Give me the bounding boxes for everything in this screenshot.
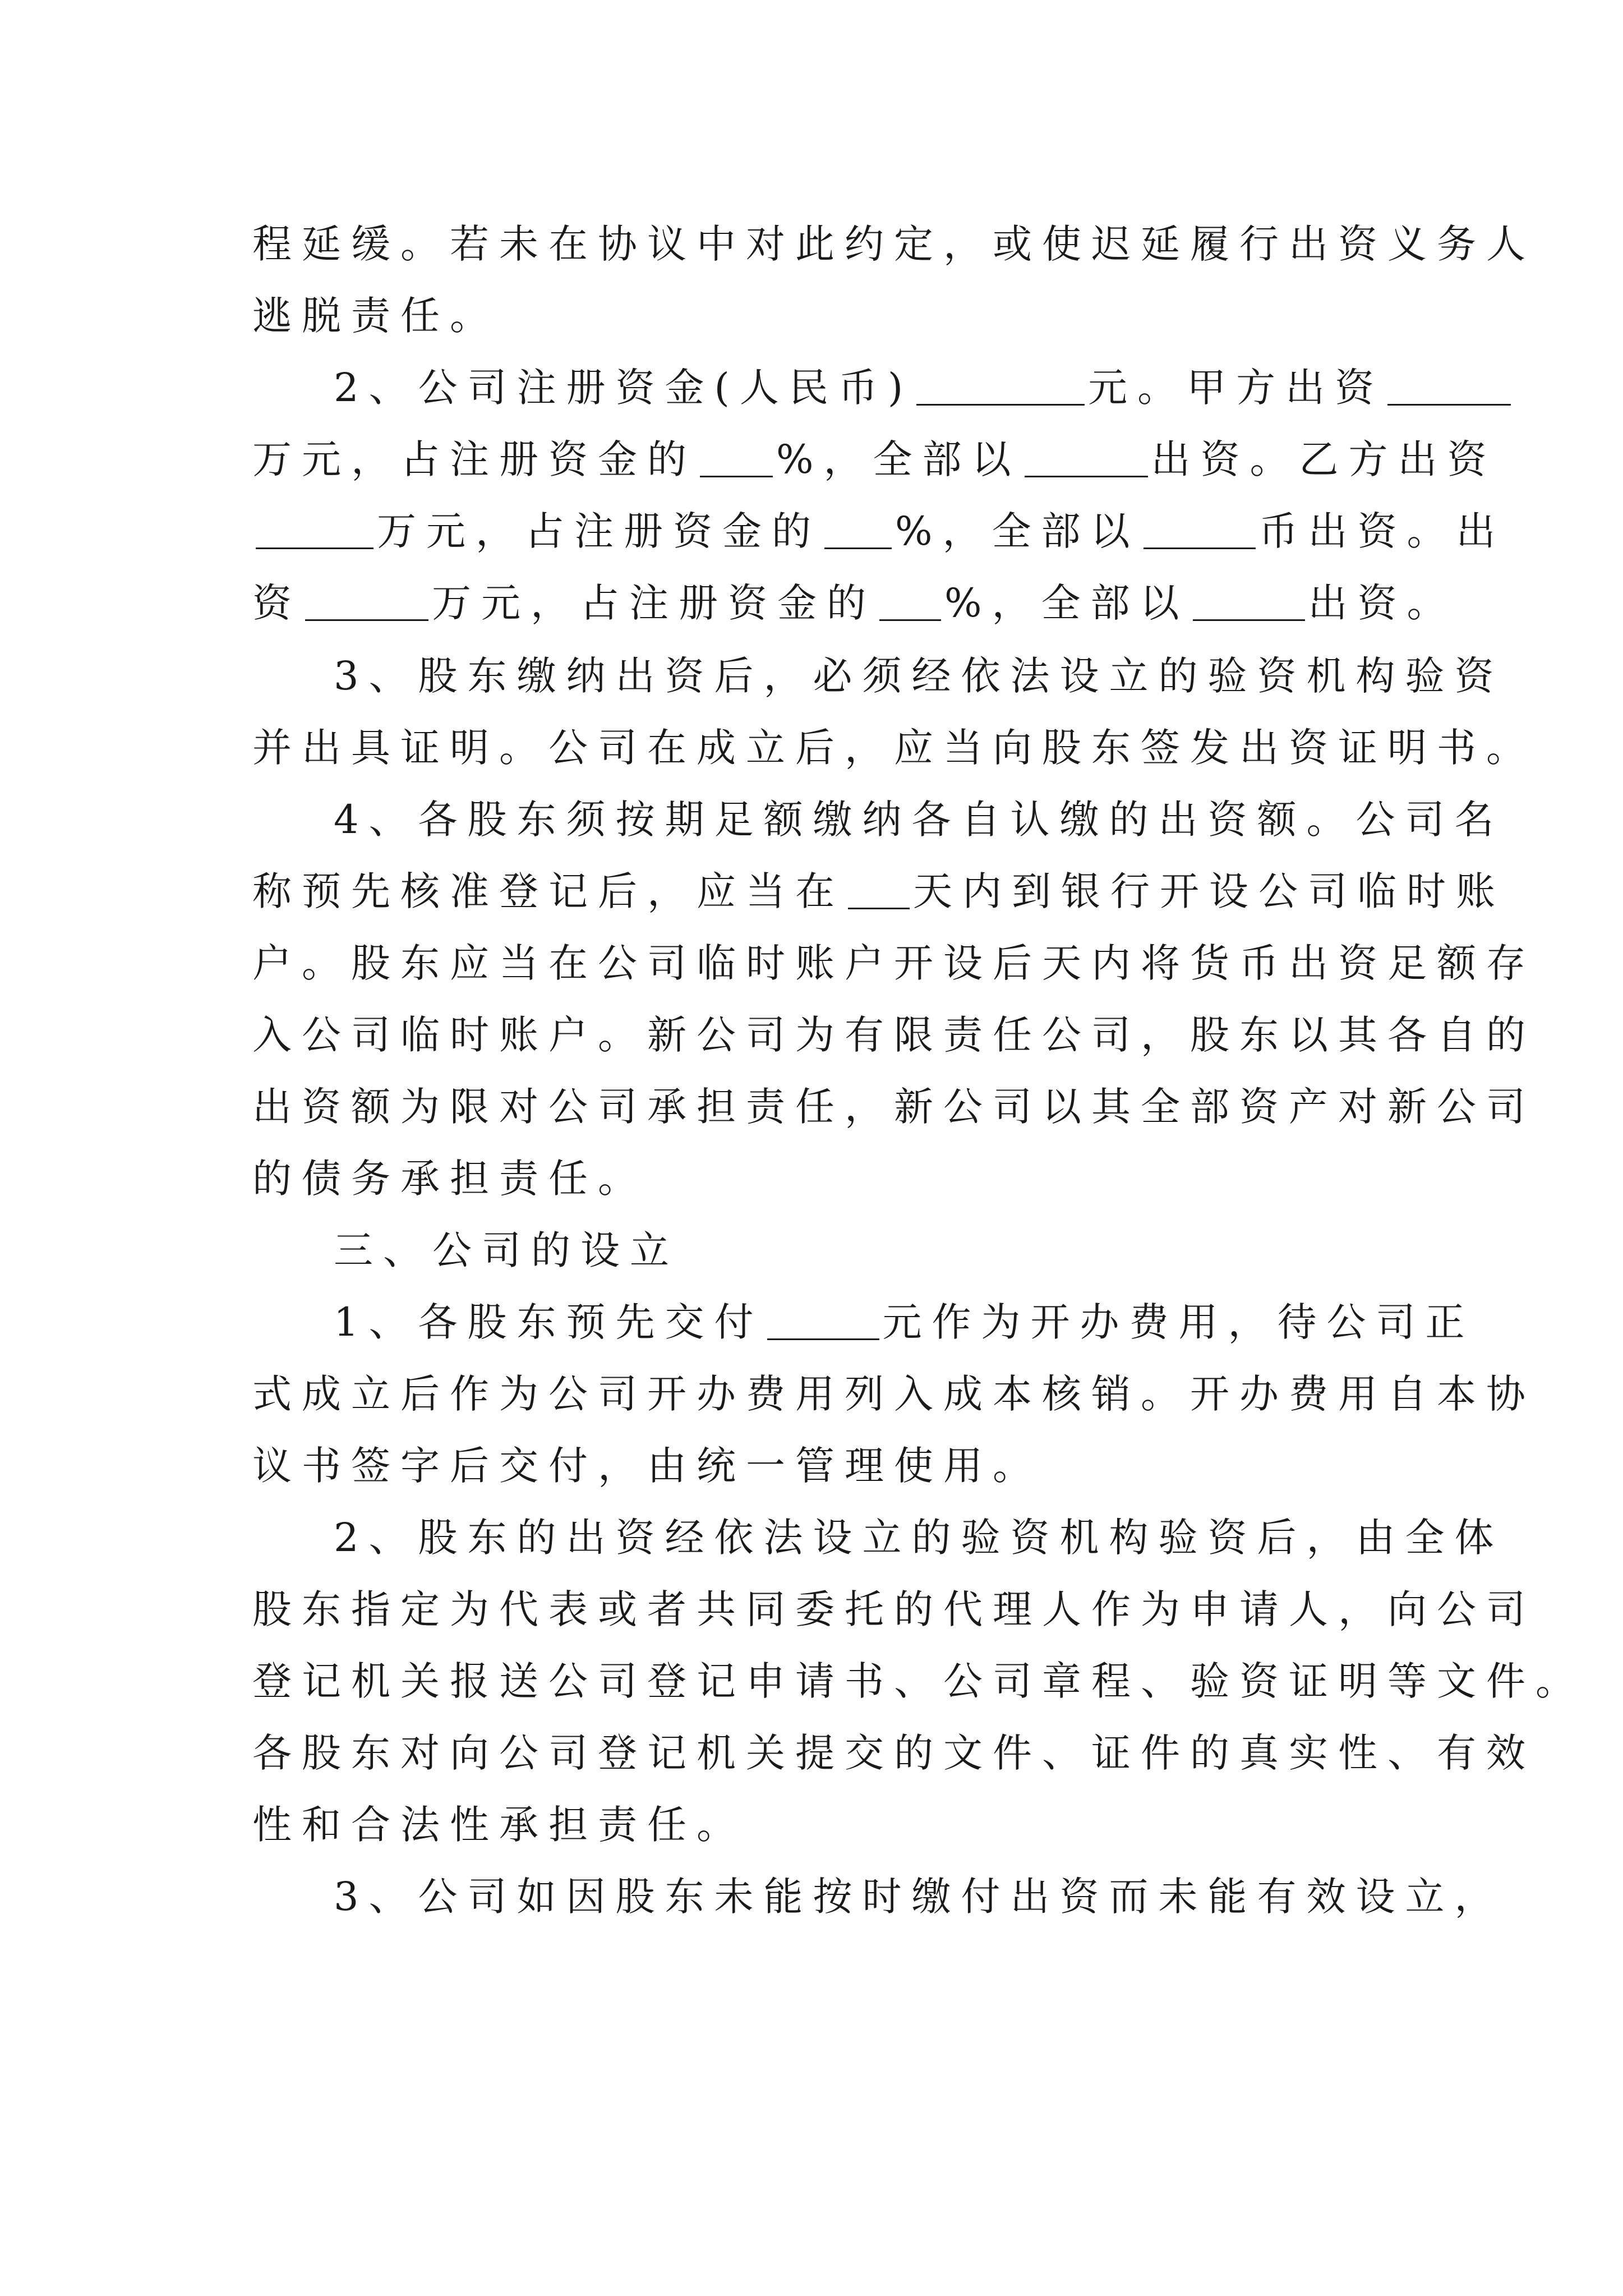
text-span: 1、各股东预先交付 (334, 1299, 764, 1345)
fill-blank[interactable] (767, 1304, 879, 1340)
text-span: 性和合法性承担责任。 (252, 1802, 746, 1848)
text-line (252, 1435, 1042, 1497)
text-line (334, 1507, 1504, 1568)
text-span: 元。甲方出资 (1088, 365, 1385, 411)
text-line (252, 1650, 1585, 1712)
text-line (252, 932, 1536, 994)
text-span: 4、各股东须按期足额缴纳各自认缴的出资额。公司名 (334, 797, 1504, 843)
text-line (334, 1291, 1475, 1353)
text-span: %，全部以 (776, 436, 1021, 482)
text-span: 的债务承担责任。 (252, 1156, 647, 1202)
text-span: 程延缓。若未在协议中对此约定，或使迟延履行出资义务人 (252, 221, 1536, 267)
text-line (334, 645, 1504, 707)
text-span: %，全部以 (944, 580, 1189, 626)
fill-blank[interactable] (1387, 369, 1511, 406)
text-span: 议书签字后交付，由统一管理使用。 (252, 1443, 1042, 1489)
text-line (252, 429, 1497, 490)
text-span: 万元，占注册资金的 (377, 508, 821, 554)
fill-blank[interactable] (848, 873, 910, 909)
text-span: 2、股东的出资经依法设立的验资机构验资后，由全体 (334, 1515, 1504, 1561)
text-line (252, 1579, 1536, 1640)
text-line (252, 1004, 1536, 1066)
text-span: 称预先核准登记后，应当在 (252, 868, 845, 914)
text-span: 股东指定为代表或者共同委托的代理人作为申请人，向公司 (252, 1586, 1536, 1632)
section-heading (334, 1220, 679, 1281)
text-span: 出资。 (1308, 580, 1456, 626)
text-line (252, 861, 1505, 922)
text-span: 式成立后作为公司开办费用列入成本核销。开办费用自本协 (252, 1371, 1536, 1417)
fill-blank[interactable] (1193, 585, 1305, 621)
fill-blank[interactable] (824, 513, 892, 549)
text-line (334, 789, 1504, 850)
text-span: %，全部以 (895, 508, 1140, 554)
text-span: 万元，占注册资金的 (252, 436, 697, 482)
text-span: 各股东对向公司登记机关提交的文件、证件的真实性、有效 (252, 1730, 1536, 1776)
fill-blank[interactable] (916, 369, 1085, 406)
fill-blank[interactable] (700, 441, 773, 477)
fill-blank[interactable] (1025, 441, 1148, 477)
text-line (252, 285, 499, 347)
text-line (252, 572, 1456, 634)
text-span: 逃脱责任。 (252, 293, 499, 339)
text-line (252, 1363, 1536, 1425)
text-span: 天内到银行开设公司临时账 (913, 868, 1505, 914)
text-span: 并出具证明。公司在成立后，应当向股东签发出资证明书。 (252, 725, 1536, 771)
text-span: 币出资。出 (1258, 508, 1506, 554)
text-span: 出资。乙方出资 (1151, 436, 1497, 482)
text-line (252, 213, 1536, 275)
text-span: 资 (252, 580, 302, 626)
fill-blank[interactable] (256, 513, 374, 549)
text-line (334, 357, 1514, 418)
text-span: 3、公司如因股东未能按时缴付出资而未能有效设立， (334, 1874, 1504, 1920)
text-line (252, 1076, 1536, 1138)
text-line (252, 500, 1506, 562)
text-span: 3、股东缴纳出资后，必须经依法设立的验资机构验资 (334, 653, 1504, 699)
text-span: 入公司临时账户。新公司为有限责任公司，股东以其各自的 (252, 1012, 1536, 1058)
fill-blank[interactable] (879, 585, 941, 621)
text-line (334, 1866, 1504, 1927)
text-line (252, 1794, 746, 1856)
text-span: 登记机关报送公司登记申请书、公司章程、验资证明等文件。 (252, 1658, 1585, 1704)
fill-blank[interactable] (305, 585, 428, 621)
fill-blank[interactable] (1144, 513, 1256, 549)
text-span: 三、公司的设立 (334, 1227, 679, 1273)
text-span: 万元，占注册资金的 (432, 580, 876, 626)
text-span: 元作为开办费用，待公司正 (882, 1299, 1475, 1345)
text-line (252, 1722, 1536, 1784)
text-line (252, 1148, 647, 1209)
text-span: 户。股东应当在公司临时账户开设后天内将货币出资足额存 (252, 940, 1536, 986)
text-span: 2、公司注册资金(人民币) (334, 365, 914, 411)
text-span: 出资额为限对公司承担责任，新公司以其全部资产对新公司 (252, 1084, 1536, 1130)
text-line (252, 717, 1536, 779)
